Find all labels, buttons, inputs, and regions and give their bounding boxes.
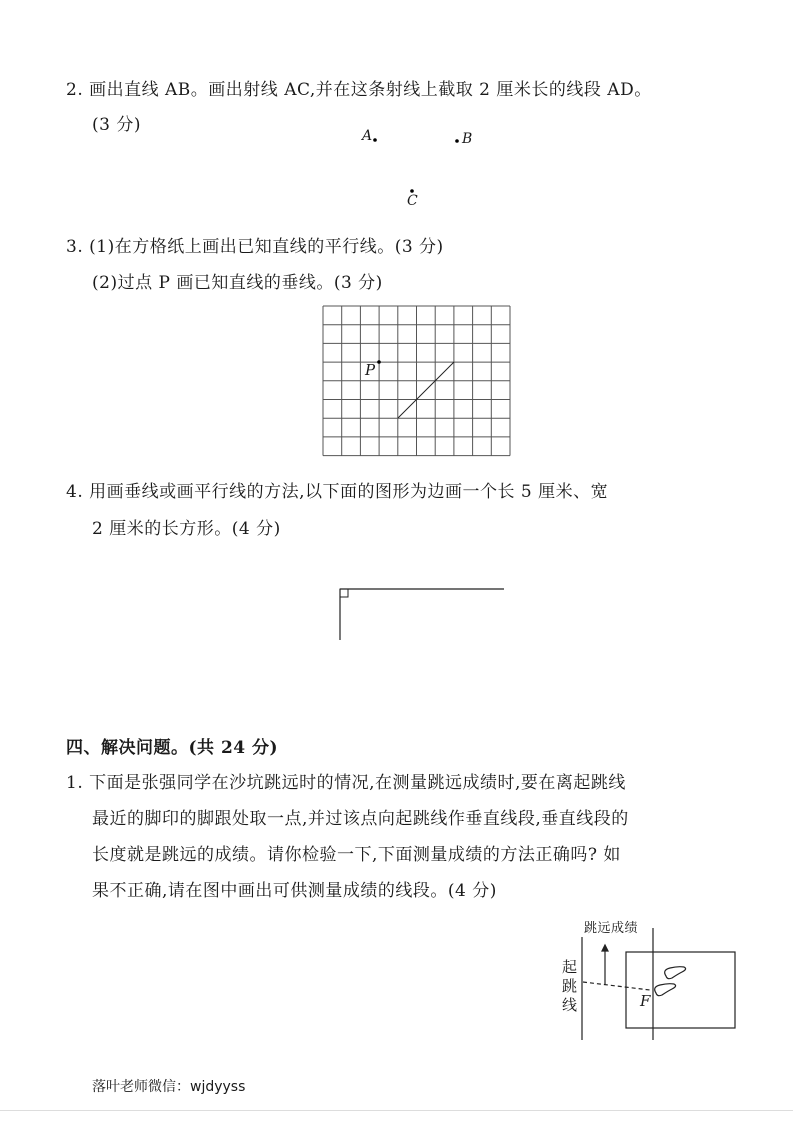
start-line-label-2: 跳 bbox=[562, 977, 578, 995]
start-line-label-1: 起 bbox=[562, 958, 578, 976]
right-angle-figure bbox=[340, 589, 504, 640]
start-line-label-3: 线 bbox=[562, 996, 578, 1014]
q3-text-2: (2)过点 P 画已知直线的垂线。(3 分) bbox=[92, 273, 383, 293]
given-line bbox=[398, 362, 454, 418]
point-c-label: C bbox=[407, 193, 419, 209]
footprint-icon bbox=[665, 967, 686, 979]
point-a-label: A bbox=[362, 128, 373, 144]
square-grid bbox=[323, 306, 510, 456]
q4-text-2: 2 厘米的长方形。(4 分) bbox=[92, 519, 281, 539]
problem-text-3: 长度就是跳远的成绩。请你检验一下,下面测量成绩的方法正确吗? 如 bbox=[92, 845, 621, 865]
point-b bbox=[455, 139, 459, 143]
problem-text-4: 果不正确,请在图中画出可供测量成绩的线段。(4 分) bbox=[92, 881, 497, 901]
q4-text-1: 4. 用画垂线或画平行线的方法,以下面的图形为边画一个长 5 厘米、宽 bbox=[66, 482, 609, 502]
problem-text-1: 1. 下面是张强同学在沙坑跳远时的情况,在测量跳远成绩时,要在离起跳线 bbox=[66, 773, 626, 793]
long-jump-diagram bbox=[582, 928, 735, 1040]
point-a bbox=[373, 138, 377, 142]
point-b-label: B bbox=[462, 131, 473, 147]
result-label: 跳远成绩 bbox=[584, 921, 639, 936]
q2-score: (3 分) bbox=[92, 115, 141, 135]
section-title: 四、解决问题。(共 24 分) bbox=[66, 738, 279, 758]
bottom-divider bbox=[0, 1110, 793, 1111]
point-p bbox=[377, 360, 381, 364]
footer-text: 落叶老师微信：wjdyyss bbox=[92, 1079, 246, 1095]
point-p-label: P bbox=[365, 361, 376, 379]
point-f-label: F bbox=[640, 992, 651, 1010]
point-c bbox=[410, 189, 414, 193]
q2-text: 2. 画出直线 AB。画出射线 AC,并在这条射线上截取 2 厘米长的线段 AD。 bbox=[66, 80, 652, 100]
q3-text-1: 3. (1)在方格纸上画出已知直线的平行线。(3 分) bbox=[66, 237, 444, 257]
problem-text-2: 最近的脚印的脚跟处取一点,并过该点向起跳线作垂直线段,垂直线段的 bbox=[92, 809, 629, 829]
footprint-icon bbox=[655, 984, 676, 996]
